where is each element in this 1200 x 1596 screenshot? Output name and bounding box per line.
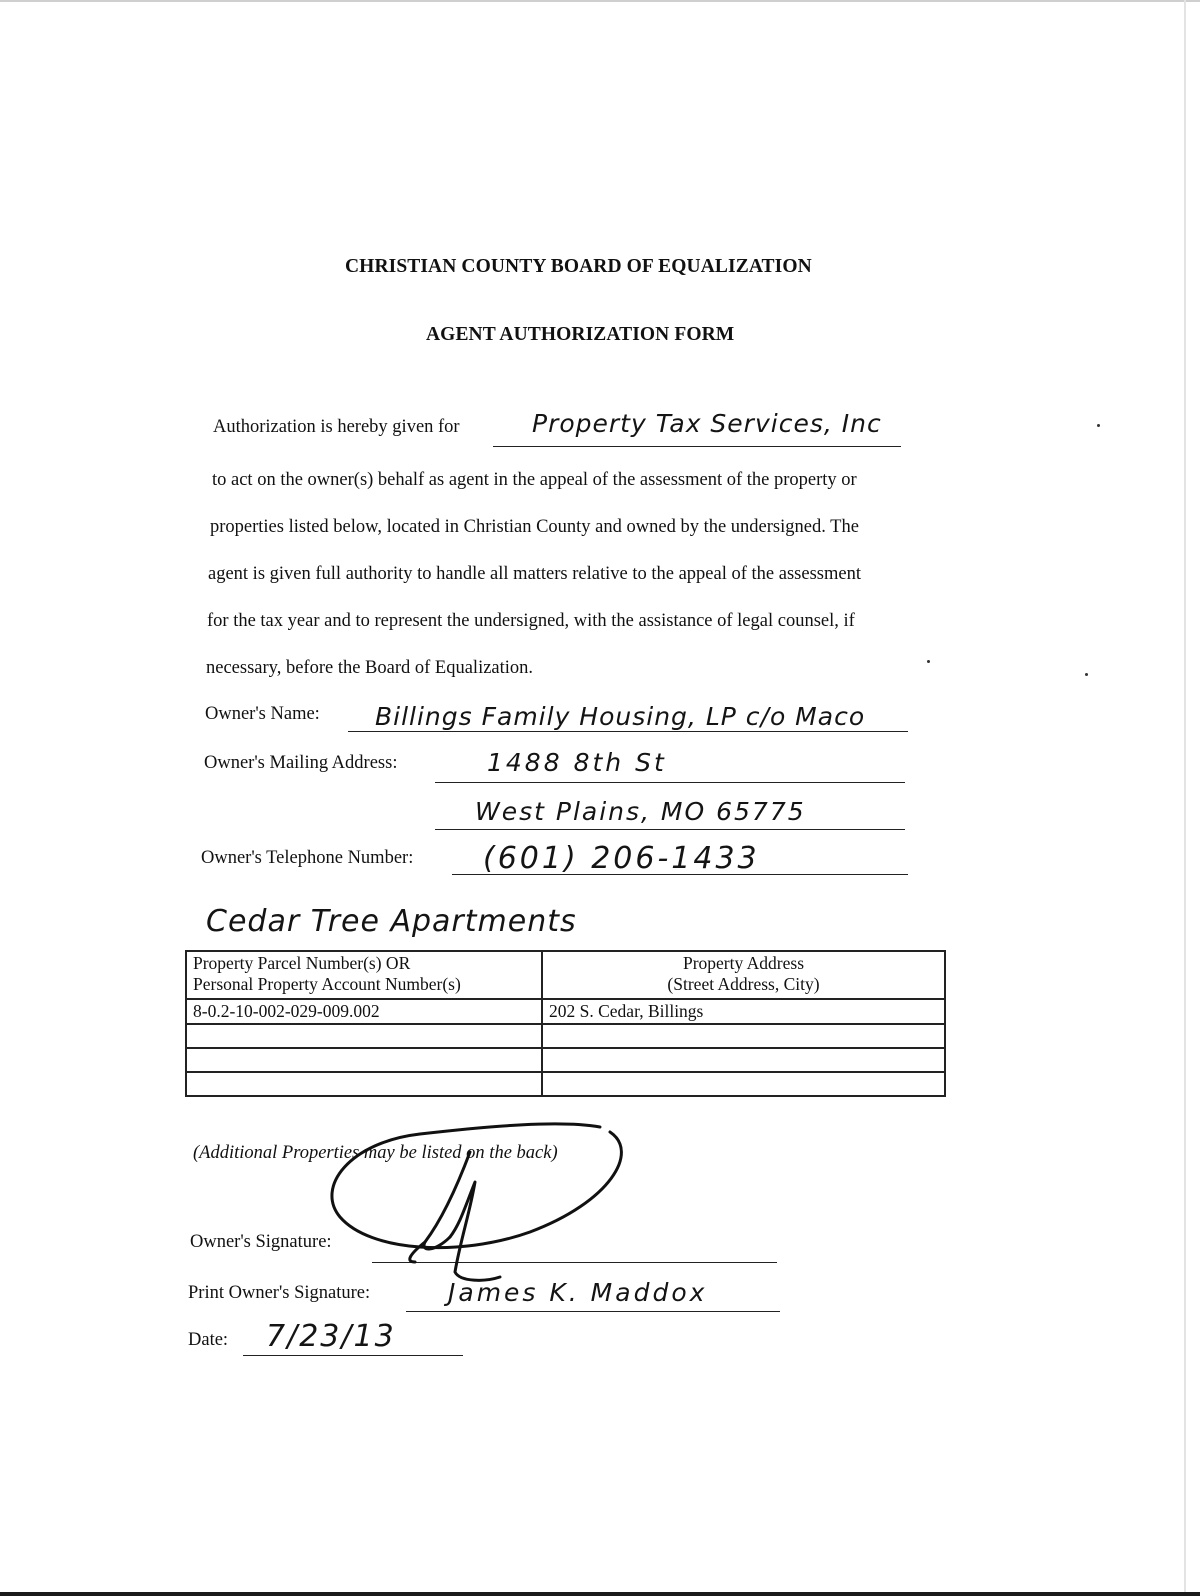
table-row [186, 1072, 945, 1096]
property-address-cell [542, 1024, 945, 1048]
mailing-address-line-1 [435, 782, 905, 783]
owner-signature-label: Owner's Signature: [190, 1232, 332, 1252]
parcel-header-line-1: Property Parcel Number(s) OR [193, 953, 411, 973]
mailing-address-handwritten-1: 1488 8th St [487, 748, 667, 777]
parcel-number-cell [186, 1024, 542, 1048]
property-address-cell: 202 S. Cedar, Billings [542, 999, 945, 1024]
table-row [186, 999, 945, 1024]
telephone-handwritten: (601) 206-1433 [483, 841, 760, 876]
telephone-label: Owner's Telephone Number: [201, 848, 414, 868]
parcel-header-line-2: Personal Property Account Number(s) [193, 974, 461, 994]
owner-name-handwritten: Billings Family Housing, LP c/o Maco [375, 702, 866, 731]
table-header-row [186, 951, 945, 999]
parcel-header-cell [186, 951, 542, 999]
paragraph-line-5: necessary, before the Board of Equalization. [206, 658, 534, 678]
owner-name-label: Owner's Name: [205, 704, 320, 724]
agent-name-handwritten: Property Tax Services, Inc [532, 409, 882, 438]
date-handwritten: 7/23/13 [266, 1319, 396, 1354]
form-heading: CHRISTIAN COUNTY BOARD OF EQUALIZATION [345, 256, 812, 277]
date-label: Date: [188, 1330, 229, 1350]
print-signature-line [406, 1311, 780, 1312]
mailing-address-handwritten-2: West Plains, MO 65775 [475, 797, 806, 826]
form-subheading: AGENT AUTHORIZATION FORM [426, 324, 735, 345]
parcel-number-cell [186, 1072, 542, 1096]
paragraph-line-4: for the tax year and to represent the undersigned, with the assistance of legal counsel, if [207, 611, 855, 631]
scan-speck [927, 660, 930, 663]
address-header-line-2: (Street Address, City) [667, 974, 820, 994]
table-row [186, 1048, 945, 1072]
parcel-number-cell [186, 1048, 542, 1072]
scan-speck [1097, 424, 1100, 427]
address-header-cell [542, 951, 945, 999]
mailing-address-label: Owner's Mailing Address: [204, 753, 398, 773]
scan-speck [1085, 673, 1088, 676]
paragraph-line-2: properties listed below, located in Christian County and owned by the undersigned. The [210, 517, 859, 537]
additional-properties-note: (Additional Properties may be listed on the back) [193, 1143, 558, 1163]
property-table [185, 950, 946, 1097]
scan-edge-right [1184, 0, 1186, 1596]
address-header-line-1: Property Address [682, 953, 805, 973]
paragraph-line-3: agent is given full authority to handle all matters relative to the appeal of the assessment [208, 564, 861, 584]
property-address-cell [542, 1048, 945, 1072]
scan-edge-bottom [0, 1592, 1200, 1596]
date-line [243, 1355, 463, 1356]
scan-edge-top [0, 0, 1200, 2]
paragraph-line-1: to act on the owner(s) behalf as agent in the appeal of the assessment of the property or [212, 470, 857, 490]
mailing-address-line-2 [435, 829, 905, 830]
property-name-handwritten: Cedar Tree Apartments [206, 904, 577, 939]
signature-scribble-icon [310, 1112, 650, 1302]
parcel-number-cell: 8-0.2-10-002-029-009.002 [186, 999, 542, 1024]
print-signature-handwritten: James K. Maddox [448, 1278, 708, 1307]
agent-name-line [493, 446, 901, 447]
authorization-label: Authorization is hereby given for [213, 417, 460, 437]
table-row [186, 1024, 945, 1048]
print-signature-label: Print Owner's Signature: [188, 1283, 371, 1303]
owner-name-line [348, 731, 908, 732]
property-address-cell [542, 1072, 945, 1096]
